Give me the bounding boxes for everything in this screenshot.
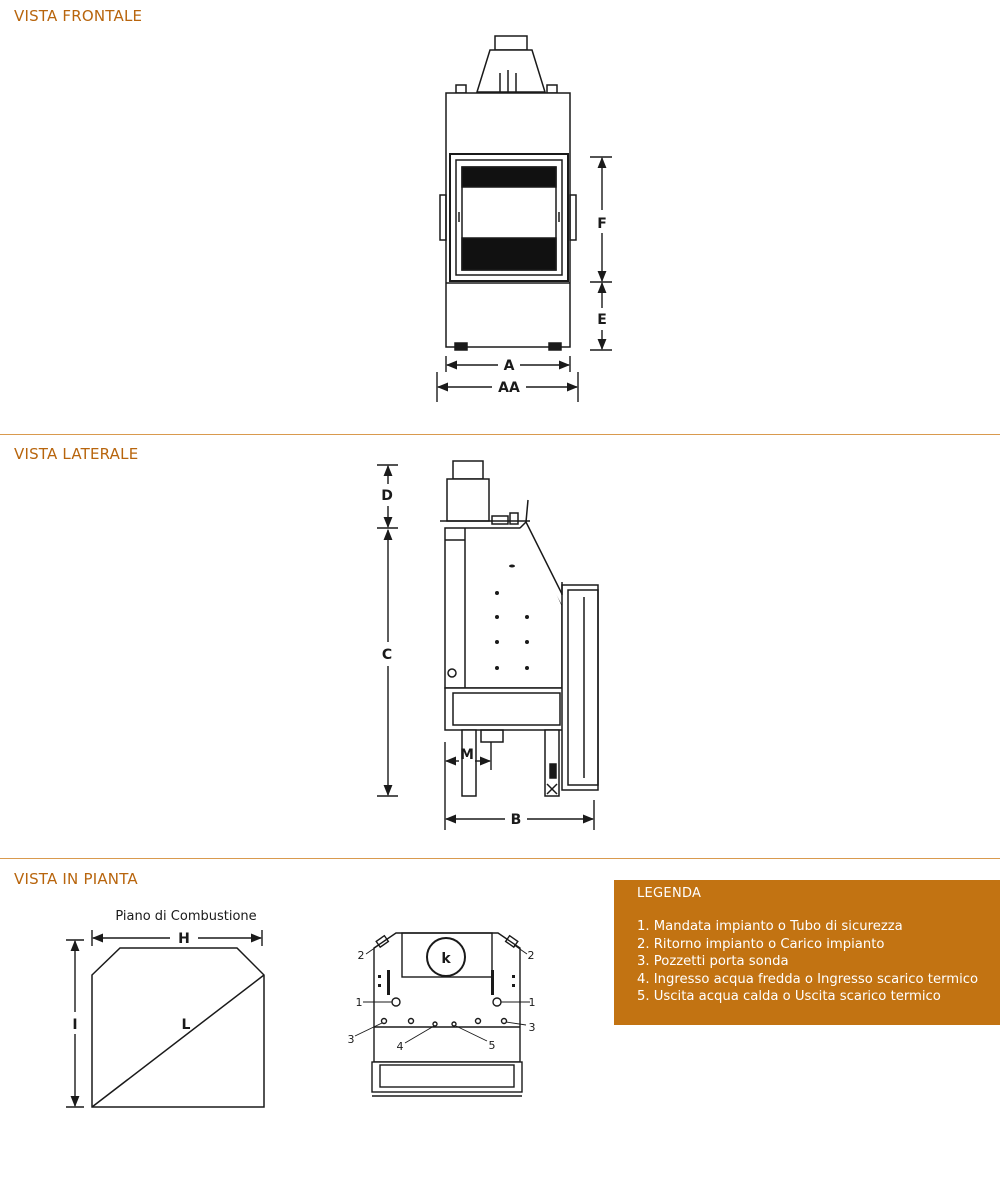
legend-box [614,880,1000,1025]
legend-item-3: 3. Pozzetti porta sonda [637,954,789,970]
legend-item-1: 1. Mandata impianto o Tubo di sicurezza [637,919,903,934]
combustion-plane-label: Piano di Combustione [115,909,257,924]
legend-title: LEGENDA [637,886,702,901]
dim-label-c: C [381,647,393,663]
dim-label-l: L [181,1017,191,1033]
dim-label-aa: AA [498,380,520,396]
front-body [446,93,570,347]
dim-label-e: E [597,312,607,328]
side-flue [440,461,530,524]
side-door-frame [562,582,598,790]
side-body [445,528,562,688]
callout-1-right: 1 [528,996,536,1009]
callout-3-left: 3 [347,1033,355,1046]
callout-1-left: 1 [355,996,363,1009]
callout-2-right: 2 [527,949,535,962]
dim-label-i: I [72,1017,78,1033]
section-title-side: VISTA LATERALE [14,445,139,463]
callout-2-left: 2 [357,949,365,962]
legend-item-4: 4. Ingresso acqua fredda o Ingresso scarico termico [637,971,979,987]
legend-item-5: 5. Uscita acqua calda o Uscita scarico termico [637,989,941,1005]
plan-k-label: k [441,951,451,967]
callout-5: 5 [488,1039,496,1052]
legend-item-2: 2. Ritorno impianto o Carico impianto [637,936,885,952]
dim-label-m: M [460,747,474,763]
dim-label-d: D [381,488,393,504]
combustion-plane-drawing [92,948,264,1107]
section-title-front: VISTA FRONTALE [14,7,143,25]
dim-label-a: A [503,358,515,374]
section-title-plan: VISTA IN PIANTA [14,870,138,888]
callout-4: 4 [396,1040,404,1053]
side-view-drawing [440,461,598,796]
dim-label-b: B [510,812,522,828]
callout-3-right: 3 [528,1021,536,1034]
dim-label-f: F [597,216,607,232]
dim-label-h: H [178,931,190,947]
front-flue [456,36,557,93]
front-view-drawing [440,36,576,350]
